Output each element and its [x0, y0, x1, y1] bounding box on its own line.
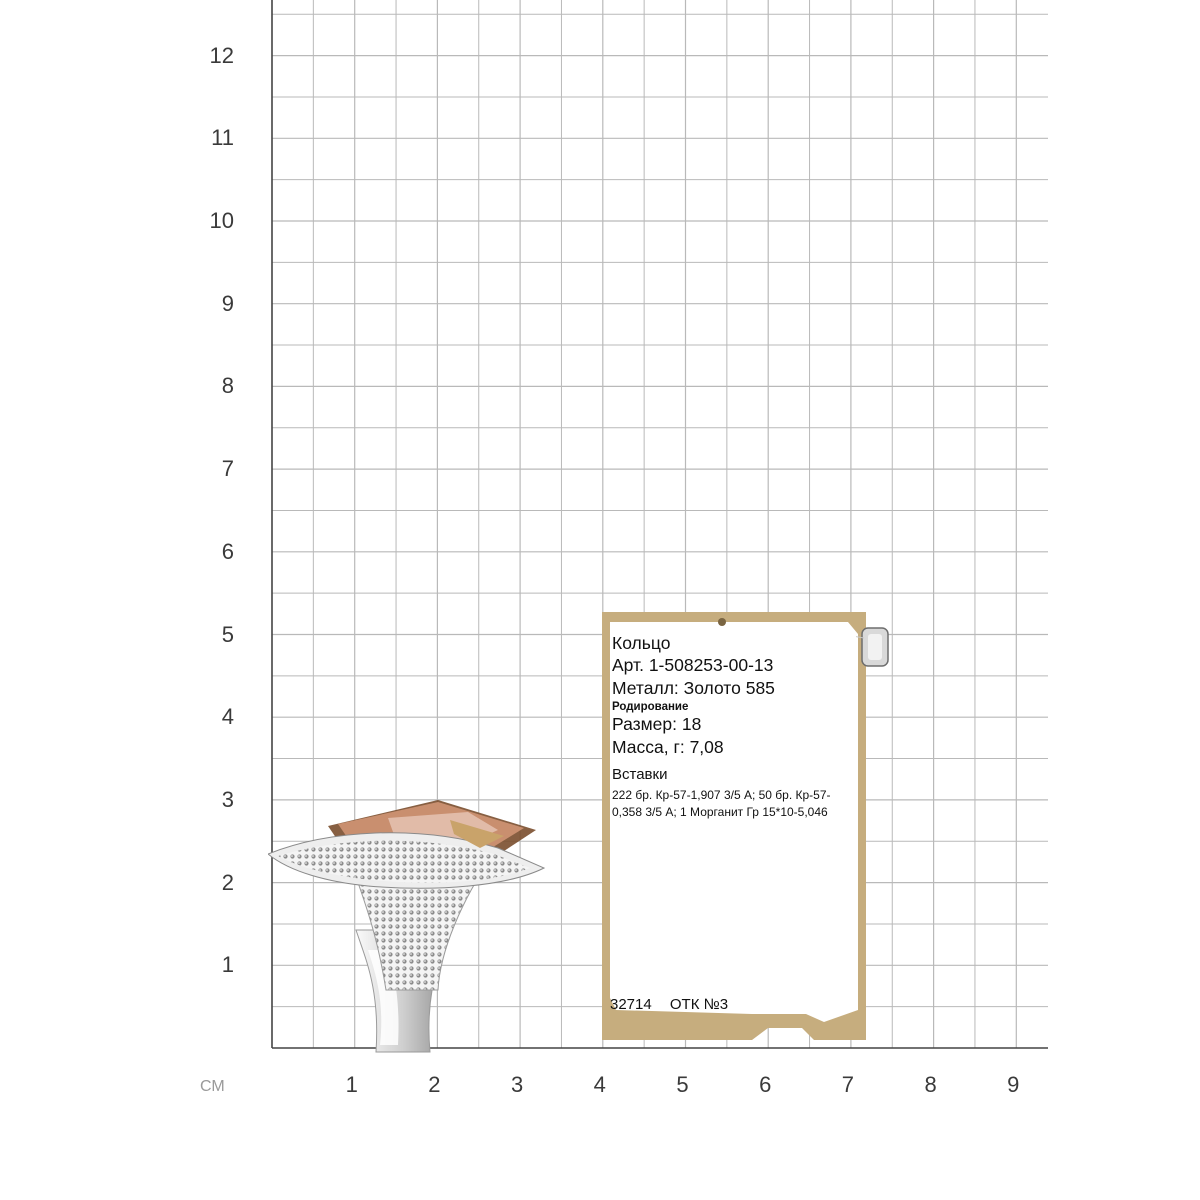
- quality-control-stamp: ОТК №3: [669, 996, 729, 1013]
- product-code: 32714: [610, 996, 652, 1013]
- x-tick-label: 5: [676, 1072, 689, 1097]
- x-tick-label: 8: [924, 1072, 937, 1097]
- y-tick-label: 10: [209, 208, 234, 233]
- x-tick-label: 3: [510, 1072, 524, 1097]
- x-tick-label: 9: [1007, 1072, 1020, 1097]
- metal-spec: Металл: Золото 585: [612, 677, 775, 698]
- y-tick-label: 11: [211, 125, 234, 151]
- plating-spec: Родирование: [612, 700, 689, 713]
- y-tick-label: 4: [221, 704, 234, 730]
- diamond-ring-icon: [268, 790, 568, 1060]
- unit-label: СМ: [200, 1078, 225, 1095]
- inserts-details: 222 бр. Кр-57-1,907 3/5 А; 50 бр. Кр-57-0,358 3/5 А; 1 Морганит Гр 15*10-5,046: [612, 788, 831, 819]
- x-tick-label: 7: [841, 1072, 855, 1097]
- inserts-heading: Вставки: [612, 765, 668, 783]
- x-tick-label: 1: [345, 1072, 358, 1097]
- y-tick-label: 5: [221, 621, 234, 647]
- y-tick-label: 8: [221, 373, 234, 399]
- mass-spec: Масса, г: 7,08: [612, 736, 724, 757]
- y-tick-label: 6: [221, 538, 234, 564]
- x-tick-label: 4: [593, 1072, 606, 1097]
- size-spec: Размер: 18: [612, 714, 702, 735]
- y-tick-label: 3: [221, 786, 234, 812]
- y-tick-label: 7: [221, 456, 234, 482]
- y-tick-label: 2: [221, 869, 234, 895]
- tag-seal-icon: [856, 624, 896, 674]
- article-number: Арт. 1-508253-00-13: [612, 655, 774, 676]
- x-tick-label: 2: [428, 1072, 441, 1097]
- y-tick-label: 9: [221, 290, 234, 316]
- product-title: Кольцо: [612, 633, 671, 653]
- x-tick-label: 6: [759, 1072, 772, 1097]
- product-tag: [602, 612, 868, 1042]
- y-tick-label: 12: [209, 42, 234, 68]
- y-tick-label: 1: [221, 952, 234, 978]
